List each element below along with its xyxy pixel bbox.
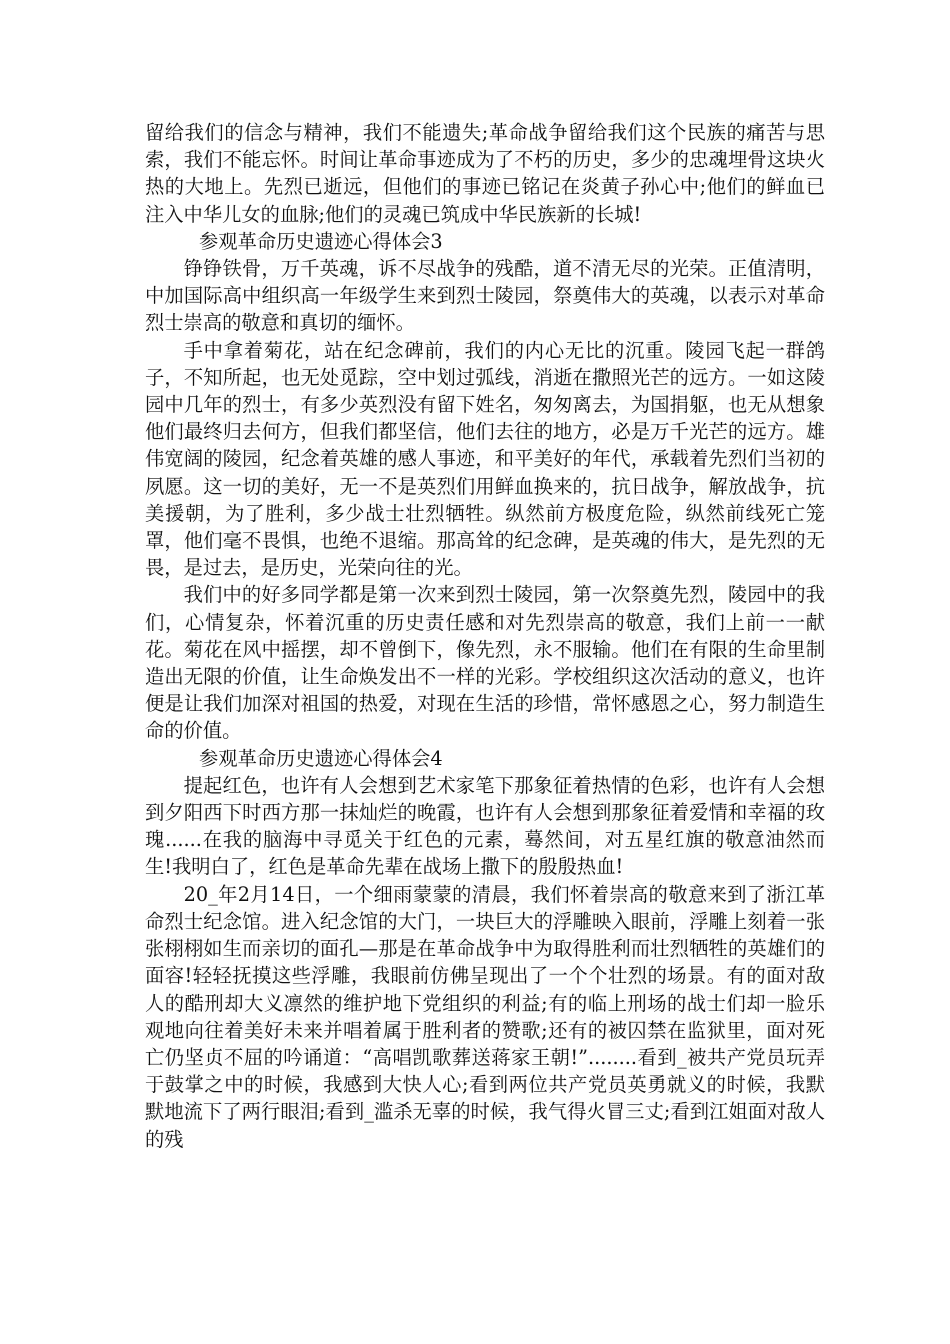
paragraph: 留给我们的信念与精神，我们不能遗失;革命战争留给我们这个民族的痛苦与思索，我们不能忘怀。时间让革命事迹成为了不朽的历史，多少的忠魂埋骨这块火热的大地上。先烈已逝远，但他们的事迹已铭记在炎黄子孙心中;他们的鲜血已注入中华儿女的血脉;他们的灵魂已筑成中华民族新的长城!: [145, 121, 825, 226]
section-heading: 参观革命历史遗迹心得体会3: [199, 229, 443, 253]
paragraph: 我们中的好多同学都是第一次来到烈士陵园，第一次祭奠先烈，陵园中的我们，心情复杂，怀着沉重的历史责任感和对先烈崇高的敬意，我们上前一一献花。菊花在风中摇摆，却不曾倒下，像先烈，永不服输。他们在有限的生命里制造出无限的价值，让生命焕发出不一样的光彩。学校组织这次活动的意义，也许便是让我们加深对祖国的热爱，对现在生活的珍惜，常怀感恩之心，努力制造生命的价值。: [145, 583, 825, 743]
paragraph: 20_年2月14日，一个细雨蒙蒙的清晨，我们怀着崇高的敬意来到了浙江革命烈士纪念馆。进入纪念馆的大门，一块巨大的浮雕映入眼前，浮雕上刻着一张张栩栩如生而亲切的面孔—那是在革命战争中为取得胜利而壮烈牺牲的英雄们的面容!轻轻抚摸这些浮雕，我眼前仿佛呈现出了一个个壮烈的场景。有的面对敌人的酷刑却大义凛然的维护地下党组织的利益;有的临上刑场的战士们却一脸乐观地向往着美好未来并唱着属于胜利者的赞歌;还有的被囚禁在监狱里，面对死亡仍坚贞不屈的吟诵道：“高唱凯歌葬送蒋家王朝!”........看到_被共产党员玩弄于鼓掌之中的时候，我感到大快人心;看到两位共产党员英勇就义的时候，我默默地流下了两行眼泪;看到_滥杀无辜的时候，我气得火冒三丈;看到江姐面对敌人的残: [145, 882, 825, 1151]
document-body: [145, 119, 825, 1153]
paragraph: 手中拿着菊花，站在纪念碑前，我们的内心无比的沉重。陵园飞起一群鸽子，不知所起，也无处觅踪，空中划过弧线，消逝在撒照光芒的远方。一如这陵园中几年的烈士，有多少英烈没有留下姓名，匆匆离去，为国捐躯，也无从想象他们最终归去何方，但我们都坚信，他们去往的地方，必是万千光芒的远方。雄伟宽阔的陵园，纪念着英雄的感人事迹，和平美好的年代，承载着先烈们当初的夙愿。这一切的美好，无一不是英烈们用鲜血换来的，抗日战争，解放战争，抗美援朝，为了胜利，多少战士壮烈牺牲。纵然前方极度危险，纵然前线死亡笼罩，他们毫不畏惧，也绝不退缩。那高耸的纪念碑，是英魂的伟大，是先烈的无畏，是过去，是历史，光荣向往的光。: [145, 338, 825, 580]
section-heading: 参观革命历史遗迹心得体会4: [199, 746, 443, 770]
paragraph: 铮铮铁骨，万千英魂，诉不尽战争的残酷，道不清无尽的光荣。正值清明，中加国际高中组织高一年级学生来到烈士陵园，祭奠伟大的英魂，以表示对革命烈士崇高的敬意和真切的缅怀。: [145, 257, 825, 335]
paragraph: 提起红色，也许有人会想到艺术家笔下那象征着热情的色彩，也许有人会想到夕阳西下时西方那一抹灿烂的晚霞，也许有人会想到那象征着爱情和幸福的玫瑰......在我的脑海中寻觅关于红色的元素，蓦然间，对五星红旗的敬意油然而生!我明白了，红色是革命先辈在战场上撒下的殷殷热血!: [145, 773, 825, 879]
